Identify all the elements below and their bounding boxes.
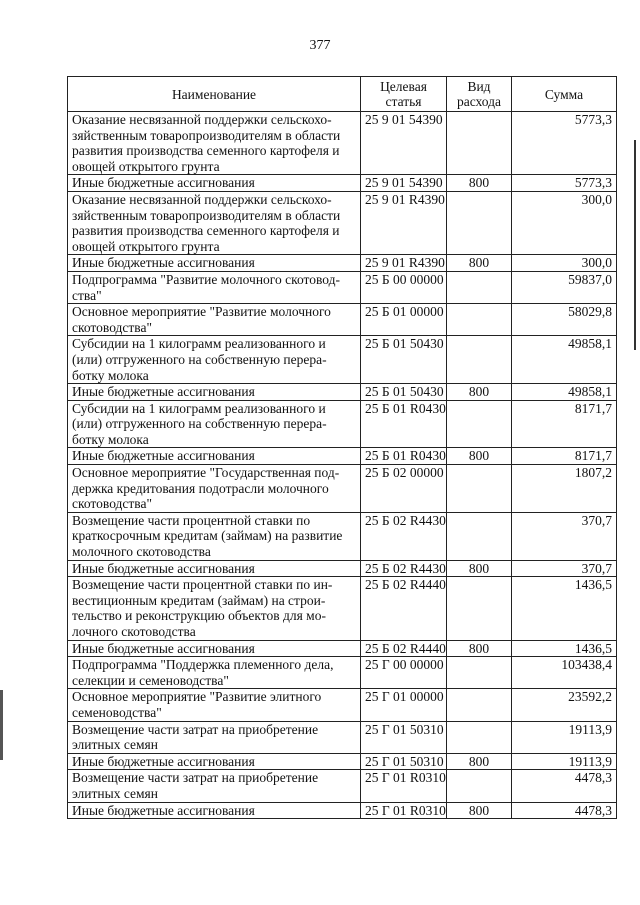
row-name-line: Возмещение части затрат на приобретение xyxy=(72,721,319,737)
row-expense-type: 800 xyxy=(447,448,512,465)
row-sum: 370,7 xyxy=(512,560,617,577)
row-name-line: развития производства семенного картофеля и xyxy=(72,223,340,239)
row-name-line: семеноводства" xyxy=(72,704,162,720)
row-name-line: Иные бюджетные ассигнования xyxy=(72,384,255,400)
row-expense-type xyxy=(447,271,512,303)
row-name xyxy=(68,560,361,577)
row-expense-type xyxy=(447,400,512,448)
row-target-code: 25 Г 00 00000 xyxy=(361,657,447,689)
row-target-code: 25 Б 02 R4430 xyxy=(361,512,447,560)
row-name-line: Оказание несвязанной поддержки сельскохо- xyxy=(72,191,332,207)
row-name xyxy=(68,255,361,272)
row-target-code: 25 Б 01 50430 xyxy=(361,384,447,401)
header-type: Вид расхода xyxy=(447,77,512,112)
row-sum: 5773,3 xyxy=(512,175,617,192)
row-name-line: Возмещение части процентной ставки по xyxy=(72,512,311,528)
row-expense-type: 800 xyxy=(447,640,512,657)
row-target-code: 25 Б 01 00000 xyxy=(361,304,447,336)
row-sum: 19113,9 xyxy=(512,721,617,753)
row-name-line: Основное мероприятие "Развитие молочного xyxy=(72,304,331,320)
row-expense-type xyxy=(447,770,512,802)
row-name xyxy=(68,448,361,465)
table-row xyxy=(68,304,617,336)
row-sum: 1807,2 xyxy=(512,465,617,513)
row-expense-type: 800 xyxy=(447,175,512,192)
table-row xyxy=(68,175,617,192)
table-row xyxy=(68,721,617,753)
row-name-line: селекции и семеноводства" xyxy=(72,672,229,688)
row-name-line: скотоводства" xyxy=(72,496,153,512)
row-name-line: молочного скотоводства xyxy=(72,544,211,560)
row-name xyxy=(68,512,361,560)
table-row xyxy=(68,384,617,401)
row-target-code: 25 Б 01 50430 xyxy=(361,336,447,384)
table-row xyxy=(68,802,617,819)
row-sum: 4478,3 xyxy=(512,802,617,819)
row-name-line: (или) отгруженного на собственную перера- xyxy=(72,416,327,432)
row-target-code: 25 Б 02 00000 xyxy=(361,465,447,513)
row-expense-type: 800 xyxy=(447,802,512,819)
row-sum: 103438,4 xyxy=(512,657,617,689)
table-row xyxy=(68,400,617,448)
row-expense-type: 800 xyxy=(447,255,512,272)
row-target-code: 25 Б 02 R4430 xyxy=(361,560,447,577)
row-target-code: 25 Б 01 R0430 xyxy=(361,400,447,448)
table-row xyxy=(68,191,617,254)
table-row xyxy=(68,753,617,770)
row-name-line: Субсидии на 1 килограмм реализованного и xyxy=(72,400,326,416)
row-name-line: овощей открытого грунта xyxy=(72,158,220,174)
row-name-line: Иные бюджетные ассигнования xyxy=(72,753,255,769)
header-target: Целевая статья xyxy=(361,77,447,112)
table-row xyxy=(68,112,617,175)
row-sum: 58029,8 xyxy=(512,304,617,336)
row-name-line: Иные бюджетные ассигнования xyxy=(72,175,255,191)
row-sum: 8171,7 xyxy=(512,400,617,448)
row-target-code: 25 9 01 54390 xyxy=(361,112,447,175)
row-target-code: 25 Г 01 R0310 xyxy=(361,770,447,802)
table-row xyxy=(68,577,617,640)
row-expense-type xyxy=(447,721,512,753)
row-sum: 300,0 xyxy=(512,191,617,254)
row-expense-type xyxy=(447,465,512,513)
row-name-line: элитных семян xyxy=(72,785,158,801)
row-target-code: 25 9 01 R4390 xyxy=(361,255,447,272)
row-sum: 370,7 xyxy=(512,512,617,560)
table-row xyxy=(68,448,617,465)
row-sum: 59837,0 xyxy=(512,271,617,303)
row-sum: 19113,9 xyxy=(512,753,617,770)
table-header-row xyxy=(68,77,617,112)
row-name xyxy=(68,753,361,770)
row-name xyxy=(68,304,361,336)
row-target-code: 25 Г 01 50310 xyxy=(361,753,447,770)
row-name xyxy=(68,721,361,753)
row-name-line: (или) отгруженного на собственную перера- xyxy=(72,351,327,367)
table-row xyxy=(68,657,617,689)
row-name xyxy=(68,336,361,384)
row-name-line: ботку молока xyxy=(72,367,149,383)
row-sum: 5773,3 xyxy=(512,112,617,175)
row-target-code: 25 Б 01 R0430 xyxy=(361,448,447,465)
row-name-line: элитных семян xyxy=(72,737,158,753)
row-sum: 49858,1 xyxy=(512,336,617,384)
row-name-line: Субсидии на 1 килограмм реализованного и xyxy=(72,336,326,352)
row-name-line: вестиционным кредитам (займам) на строи- xyxy=(72,592,326,608)
row-name-line: тельство и реконструкцию объектов для мо- xyxy=(72,608,326,624)
row-name-line: Иные бюджетные ассигнования xyxy=(72,560,255,576)
row-name-line: Оказание несвязанной поддержки сельскохо- xyxy=(72,112,332,127)
table-row xyxy=(68,255,617,272)
row-name xyxy=(68,400,361,448)
header-name: Наименование xyxy=(68,77,361,112)
row-name-line: Иные бюджетные ассигнования xyxy=(72,255,255,271)
table-row xyxy=(68,560,617,577)
row-name-line: зяйственным товаропроизводителям в области xyxy=(72,127,341,143)
row-name-line: Основное мероприятие "Государственная под- xyxy=(72,465,340,481)
row-name-line: скотоводства" xyxy=(72,319,153,335)
row-name-line: Возмещение части затрат на приобретение xyxy=(72,770,319,786)
row-name-line: краткосрочным кредитам (займам) на развитие xyxy=(72,528,343,544)
row-name-line: Иные бюджетные ассигнования xyxy=(72,640,255,656)
row-target-code: 25 9 01 54390 xyxy=(361,175,447,192)
row-expense-type xyxy=(447,689,512,721)
row-target-code: 25 Б 00 00000 xyxy=(361,271,447,303)
row-name-line: Подпрограмма "Поддержка племенного дела, xyxy=(72,657,334,673)
row-name-line: Иные бюджетные ассигнования xyxy=(72,448,255,464)
row-name xyxy=(68,465,361,513)
row-sum: 8171,7 xyxy=(512,448,617,465)
row-expense-type xyxy=(447,304,512,336)
edge-scan-mark xyxy=(634,140,640,350)
row-name-line: ботку молока xyxy=(72,431,149,447)
row-sum: 23592,2 xyxy=(512,689,617,721)
row-name xyxy=(68,175,361,192)
row-name xyxy=(68,770,361,802)
row-name xyxy=(68,689,361,721)
edge-scan-mark-left xyxy=(0,690,3,760)
row-target-code: 25 Г 01 00000 xyxy=(361,689,447,721)
row-name-line: Возмещение части процентной ставки по ин- xyxy=(72,577,333,593)
row-name-line: лочного скотоводства xyxy=(72,624,196,639)
header-sum: Сумма xyxy=(512,77,617,112)
row-target-code: 25 Г 01 50310 xyxy=(361,721,447,753)
row-sum: 1436,5 xyxy=(512,640,617,657)
table-row xyxy=(68,640,617,657)
table-row xyxy=(68,271,617,303)
row-name xyxy=(68,271,361,303)
row-name xyxy=(68,112,361,175)
row-name-line: овощей открытого грунта xyxy=(72,238,220,254)
row-target-code: 25 Г 01 R0310 xyxy=(361,802,447,819)
row-name xyxy=(68,657,361,689)
row-name xyxy=(68,577,361,640)
page-number: 377 xyxy=(309,38,331,53)
table-row xyxy=(68,770,617,802)
row-name-line: Подпрограмма "Развитие молочного скотовод- xyxy=(72,271,341,287)
row-target-code: 25 Б 02 R4440 xyxy=(361,577,447,640)
row-target-code: 25 9 01 R4390 xyxy=(361,191,447,254)
row-expense-type xyxy=(447,112,512,175)
row-target-code: 25 Б 02 R4440 xyxy=(361,640,447,657)
row-name-line: развития производства семенного картофеля и xyxy=(72,143,340,159)
row-sum: 300,0 xyxy=(512,255,617,272)
row-expense-type xyxy=(447,191,512,254)
row-name-line: ства" xyxy=(72,287,102,303)
row-expense-type xyxy=(447,657,512,689)
row-name-line: держка кредитования подотрасли молочного xyxy=(72,480,329,496)
row-sum: 49858,1 xyxy=(512,384,617,401)
row-name-line: Основное мероприятие "Развитие элитного xyxy=(72,689,322,705)
row-sum: 4478,3 xyxy=(512,770,617,802)
row-expense-type xyxy=(447,336,512,384)
table-row xyxy=(68,465,617,513)
row-expense-type: 800 xyxy=(447,384,512,401)
row-name xyxy=(68,191,361,254)
row-name xyxy=(68,640,361,657)
row-name xyxy=(68,384,361,401)
row-expense-type: 800 xyxy=(447,753,512,770)
table-body xyxy=(68,112,617,819)
row-expense-type: 800 xyxy=(447,560,512,577)
row-expense-type xyxy=(447,577,512,640)
row-name-line: Иные бюджетные ассигнования xyxy=(72,802,255,818)
budget-table xyxy=(67,76,617,819)
table-row xyxy=(68,336,617,384)
row-expense-type xyxy=(447,512,512,560)
row-name-line: зяйственным товаропроизводителям в области xyxy=(72,207,341,223)
row-sum: 1436,5 xyxy=(512,577,617,640)
row-name xyxy=(68,802,361,819)
table-row xyxy=(68,689,617,721)
table-row xyxy=(68,512,617,560)
